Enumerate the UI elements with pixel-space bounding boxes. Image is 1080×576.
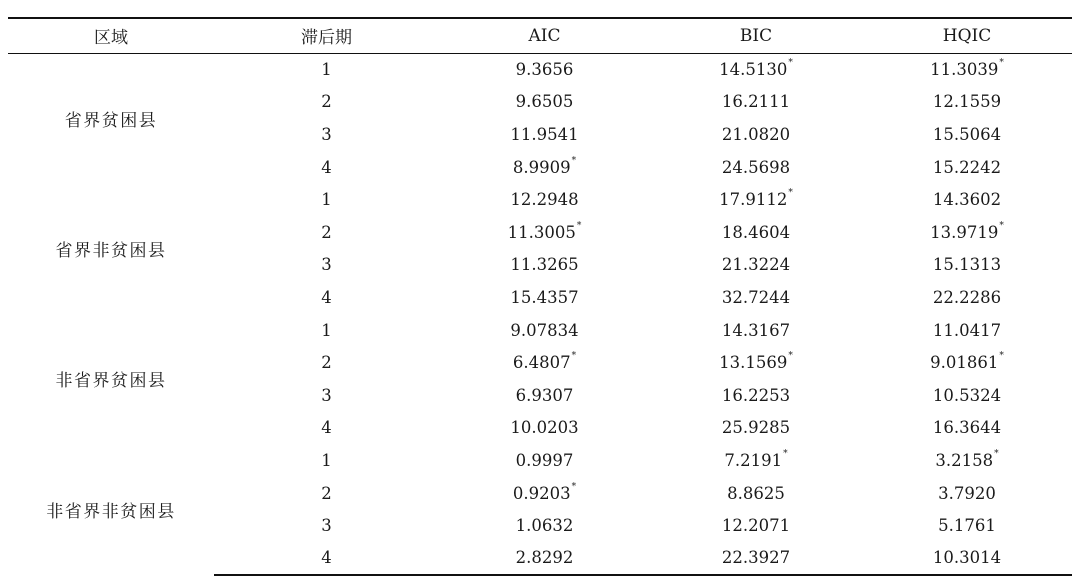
hqic-value: 10.3014	[932, 548, 1002, 568]
aic-value: 6.9307	[515, 385, 574, 405]
aic-value: 15.4357	[510, 287, 579, 307]
bic-cell	[650, 314, 862, 347]
lag-cell: 1	[321, 60, 332, 80]
significance-mark: *	[788, 58, 793, 69]
lag-cell: 1	[321, 190, 332, 210]
hqic-cell	[862, 281, 1072, 314]
aic-cell	[439, 542, 650, 575]
significance-mark: *	[999, 58, 1004, 69]
header-region: 区域	[8, 18, 214, 53]
bic-value: 32.7244	[721, 287, 791, 307]
hqic-value: 15.1313	[932, 255, 1002, 275]
header-bic: BIC	[650, 18, 862, 53]
table-row	[8, 444, 1072, 477]
hqic-value: 5.1761	[938, 516, 996, 536]
aic-value: 0.9997	[515, 450, 574, 470]
significance-mark: *	[783, 448, 788, 459]
aic-value: 11.3265	[510, 255, 579, 275]
significance-mark: *	[994, 448, 999, 459]
hqic-value: 14.3602	[932, 190, 1002, 210]
bic-value: 16.2253	[721, 385, 791, 405]
table-row	[8, 53, 1072, 86]
table-header	[8, 18, 1072, 53]
hqic-cell	[862, 53, 1072, 86]
hqic-cell	[862, 216, 1072, 249]
aic-value: 8.9909	[512, 157, 571, 177]
bic-cell	[650, 509, 862, 542]
aic-value: 9.07834	[510, 320, 579, 340]
lag-cell: 1	[321, 320, 332, 340]
region-cell: 非省界非贫困县	[46, 501, 176, 522]
bic-value: 14.5130	[719, 60, 788, 80]
table-row	[8, 183, 1072, 216]
hqic-cell	[862, 183, 1072, 216]
bic-value: 14.3167	[721, 320, 791, 340]
lag-cell: 4	[321, 418, 332, 438]
hqic-cell	[862, 314, 1072, 347]
bic-cell	[650, 477, 862, 510]
lag-cell: 4	[321, 287, 332, 307]
header-row	[8, 18, 1072, 53]
aic-cell	[439, 281, 650, 314]
hqic-value: 11.3039	[930, 60, 999, 80]
lag-cell: 3	[321, 124, 332, 144]
bic-cell	[650, 346, 862, 379]
aic-value: 11.3005	[507, 222, 576, 242]
bic-cell	[650, 281, 862, 314]
aic-cell	[439, 412, 650, 445]
aic-cell	[439, 346, 650, 379]
significance-mark: *	[571, 155, 577, 166]
aic-cell	[439, 151, 650, 184]
bic-cell	[650, 183, 862, 216]
bic-value: 21.0820	[721, 124, 791, 144]
aic-value: 12.2948	[510, 190, 579, 210]
lag-cell: 3	[321, 385, 332, 405]
aic-cell	[439, 53, 650, 86]
region-cell: 省界非贫困县	[55, 241, 167, 262]
lag-cell: 4	[214, 542, 439, 575]
lag-cell: 3	[321, 255, 332, 275]
aic-cell	[439, 249, 650, 282]
bic-cell	[650, 151, 862, 184]
table-body	[8, 53, 1072, 575]
lag-cell: 1	[321, 450, 332, 470]
bic-value: 18.4604	[721, 222, 791, 242]
bic-value: 16.2111	[721, 92, 791, 112]
bic-value: 13.1569	[719, 353, 788, 373]
aic-value: 0.9203	[512, 483, 571, 503]
aic-cell	[439, 118, 650, 151]
bic-cell	[650, 542, 862, 575]
significance-mark: *	[999, 351, 1004, 362]
aic-cell	[439, 477, 650, 510]
bic-value: 22.3927	[721, 548, 791, 568]
significance-mark: *	[788, 351, 793, 362]
bic-cell	[650, 118, 862, 151]
hqic-cell	[862, 477, 1072, 510]
hqic-cell	[862, 542, 1072, 575]
bic-value: 17.9112	[719, 190, 788, 210]
hqic-value: 10.5324	[932, 385, 1002, 405]
bic-value: 25.9285	[721, 418, 791, 438]
significance-mark: *	[571, 351, 577, 362]
hqic-value: 9.01861	[930, 353, 999, 373]
bic-value: 7.2191	[724, 450, 783, 470]
lag-cell: 3	[321, 516, 332, 536]
hqic-cell	[862, 444, 1072, 477]
bic-cell	[650, 444, 862, 477]
aic-cell	[439, 183, 650, 216]
aic-cell	[439, 509, 650, 542]
significance-mark: *	[999, 220, 1004, 231]
hqic-cell	[862, 86, 1072, 119]
region-cell: 省界贫困县	[64, 110, 158, 131]
aic-value: 9.3656	[515, 60, 574, 80]
significance-mark: *	[576, 220, 582, 231]
hqic-value: 22.2286	[932, 287, 1002, 307]
bic-cell	[650, 216, 862, 249]
hqic-cell	[862, 379, 1072, 412]
region-cell: 非省界贫困县	[55, 371, 167, 392]
bic-cell	[650, 86, 862, 119]
aic-value: 11.9541	[510, 124, 579, 144]
hqic-value: 13.9719	[930, 222, 999, 242]
bic-value: 8.8625	[727, 483, 785, 503]
hqic-cell	[862, 412, 1072, 445]
hqic-value: 3.2158	[935, 450, 994, 470]
header-aic: AIC	[439, 18, 650, 53]
aic-cell	[439, 314, 650, 347]
hqic-cell	[862, 118, 1072, 151]
bic-value: 12.2071	[721, 516, 791, 536]
aic-cell	[439, 216, 650, 249]
results-table	[8, 17, 1072, 576]
hqic-cell	[862, 151, 1072, 184]
hqic-cell	[862, 346, 1072, 379]
aic-value: 6.4807	[512, 353, 571, 373]
aic-cell	[439, 379, 650, 412]
lag-cell: 2	[321, 92, 332, 112]
hqic-value: 15.5064	[932, 124, 1002, 144]
aic-cell	[439, 444, 650, 477]
aic-value: 9.6505	[515, 92, 574, 112]
hqic-value: 11.0417	[932, 320, 1002, 340]
hqic-cell	[862, 509, 1072, 542]
bic-cell	[650, 249, 862, 282]
aic-value: 2.8292	[515, 548, 574, 568]
table-row	[8, 314, 1072, 347]
bic-cell	[650, 412, 862, 445]
header-hqic: HQIC	[862, 18, 1072, 53]
bic-value: 21.3224	[721, 255, 791, 275]
hqic-value: 15.2242	[932, 157, 1002, 177]
lag-cell: 4	[321, 157, 332, 177]
lag-cell: 2	[321, 483, 332, 503]
hqic-value: 16.3644	[932, 418, 1002, 438]
lag-cell: 2	[321, 222, 332, 242]
significance-mark: *	[788, 188, 793, 199]
hqic-value: 12.1559	[932, 92, 1002, 112]
header-lag: 滞后期	[214, 18, 439, 53]
aic-cell	[439, 86, 650, 119]
significance-mark: *	[571, 481, 577, 492]
aic-value: 10.0203	[510, 418, 579, 438]
hqic-cell	[862, 249, 1072, 282]
bic-cell	[650, 379, 862, 412]
bic-value: 24.5698	[721, 157, 791, 177]
lag-cell: 2	[321, 353, 332, 373]
bic-cell	[650, 53, 862, 86]
aic-value: 1.0632	[515, 516, 574, 536]
hqic-value: 3.7920	[938, 483, 996, 503]
